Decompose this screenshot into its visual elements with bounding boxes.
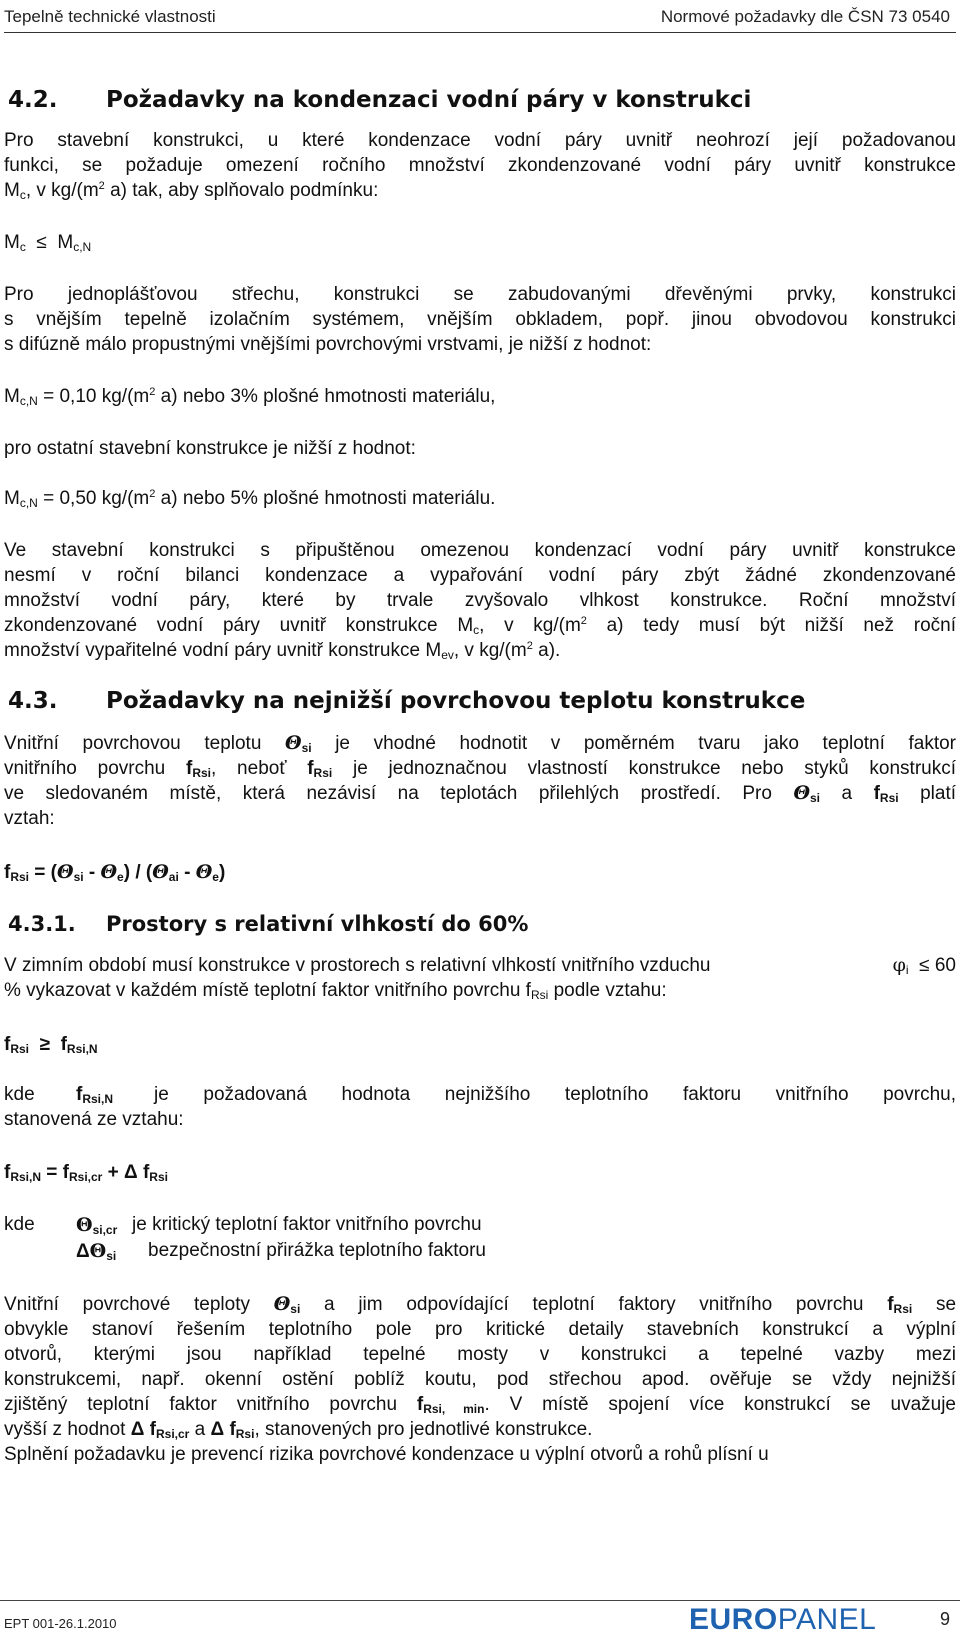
text-span: množství vypařitelné vodní páry uvnitř konstrukce bbox=[4, 640, 421, 661]
theta-sicr-symbol bbox=[76, 1212, 117, 1239]
text-span: kde bbox=[4, 1084, 35, 1105]
text-span: podle vztahu: bbox=[553, 980, 667, 1001]
equation-mcn-other bbox=[4, 486, 956, 511]
superscript: 2 bbox=[98, 180, 105, 192]
text-span: Vnitřní povrchovou teplotu bbox=[4, 733, 262, 754]
page-number: 9 bbox=[939, 1609, 950, 1629]
definitions-list bbox=[4, 1212, 956, 1264]
symbol-M: M bbox=[457, 615, 474, 636]
text-line: Ve stavební konstrukci s připuštěnou omezenou kondenzací vodní páry uvnitř konstrukce bbox=[4, 540, 956, 561]
text-span: , v kg/(m bbox=[25, 180, 99, 201]
leq-symbol: ≤ bbox=[36, 232, 47, 253]
text-line bbox=[4, 1392, 956, 1417]
text-span: platí bbox=[920, 783, 957, 804]
symbol-f: f bbox=[4, 1034, 11, 1055]
text-line: konstrukcemi, např. okenní ostění poblíž koutu, pod střechou apod. ověřuje se vždy nejnižší bbox=[4, 1369, 956, 1390]
delta-symbol: Δ bbox=[130, 1419, 145, 1440]
phi-condition bbox=[893, 953, 956, 978]
subscript: si bbox=[810, 791, 821, 805]
symbol-f: f bbox=[416, 1394, 424, 1415]
text-span: , v kg/(m bbox=[479, 615, 581, 636]
subscript: ev bbox=[441, 648, 454, 662]
symbol-f: f bbox=[873, 783, 880, 804]
definition-row bbox=[4, 1238, 956, 1264]
symbol-M: M bbox=[4, 232, 20, 253]
text-span: a bbox=[194, 1419, 206, 1440]
theta-symbol: Θ bbox=[76, 1214, 93, 1236]
subscript: Rsi bbox=[235, 1427, 255, 1441]
text-span: se bbox=[935, 1294, 957, 1315]
text-span: je jednoznačnou vlastností konstrukce nebo styků konstrukcí bbox=[353, 758, 957, 779]
condition-formula bbox=[4, 230, 956, 255]
symbol-f: f bbox=[149, 1419, 156, 1440]
frsin-symbol bbox=[76, 1082, 113, 1107]
text-span: a jim odpovídající teplotní faktory vnitřního povrchu bbox=[324, 1294, 864, 1315]
phi-symbol: φ bbox=[892, 954, 906, 976]
text-line bbox=[4, 638, 956, 663]
section-4-3-number: 4.3. bbox=[8, 688, 58, 714]
text-line: s difúzně málo propustnými vnějšími povrchovými vrstvami, je nižší z hodnot: bbox=[4, 334, 652, 355]
text-span: ve sledovaném místě, která nezávisí na teplotách přilehlých prostředí. Pro bbox=[4, 783, 772, 804]
header-left-title: Tepelně technické vlastnosti bbox=[4, 7, 216, 26]
subscript: e bbox=[117, 870, 124, 884]
sec42-paragraph-1 bbox=[4, 128, 956, 203]
subscript: Rsi bbox=[879, 791, 899, 805]
text-span: a) nebo 5% plošné hmotnosti materiálu. bbox=[160, 488, 496, 509]
text-span: ) / ( bbox=[123, 862, 153, 883]
subscript: Rsi,cr bbox=[69, 1170, 103, 1184]
leq-symbol: ≤ bbox=[919, 955, 930, 976]
equation-mcn-roof bbox=[4, 384, 956, 409]
text-line: otvorů, kterými jsou například tepelné mosty v konstrukci a tepelné vazby mezi bbox=[4, 1344, 956, 1365]
subscript: Rsi bbox=[530, 988, 549, 1002]
text-line: vztah: bbox=[4, 808, 55, 829]
symbol-f: f bbox=[229, 1419, 236, 1440]
section-4-3-1-number: 4.3.1. bbox=[8, 912, 76, 936]
subscript: Rsi bbox=[10, 1042, 30, 1056]
text-span: , v kg/(m bbox=[453, 640, 527, 661]
symbol-f: f bbox=[4, 862, 11, 883]
sec42-paragraph-2 bbox=[4, 282, 956, 357]
theta-symbol: Θ bbox=[57, 861, 74, 883]
text-span: 60 bbox=[934, 955, 956, 976]
symbol-f: f bbox=[76, 1084, 83, 1105]
text-span: - bbox=[178, 862, 196, 883]
text-span: zkondenzované vodní páry uvnitř konstrukce bbox=[4, 615, 438, 636]
text-span: kde bbox=[4, 1214, 35, 1235]
frsi-condition bbox=[4, 1032, 956, 1057]
subscript: si bbox=[73, 870, 84, 884]
kde-definition bbox=[4, 1082, 956, 1132]
symbol-f: f bbox=[60, 1034, 67, 1055]
section-4-2-title: Požadavky na kondenzaci vodní páry v konstrukci bbox=[106, 87, 752, 113]
text-span: je kritický teplotní faktor vnitřního povrchu bbox=[132, 1214, 482, 1235]
text-span: a) tedy musí být nižší než roční bbox=[606, 615, 956, 636]
text-line: obvykle stanoví řešením teplotního pole pro kritické detaily stavebních konstrukcí a výplní bbox=[4, 1319, 956, 1340]
symbol-f: f bbox=[307, 758, 314, 779]
symbol-M: M bbox=[4, 180, 20, 201]
subscript: c bbox=[19, 240, 26, 254]
subscript: Rsi bbox=[893, 1302, 913, 1316]
definition-row bbox=[4, 1212, 956, 1238]
subscript: Rsi, min bbox=[423, 1402, 485, 1416]
subscript: Rsi,N bbox=[10, 1170, 42, 1184]
symbol-f: f bbox=[186, 758, 193, 779]
text-span: a) tak, aby splňovalo podmínku: bbox=[110, 180, 379, 201]
text-span: a bbox=[841, 783, 853, 804]
subscript: Rsi bbox=[10, 870, 30, 884]
subscript: Rsi bbox=[192, 766, 212, 780]
section-4-3-1-title: Prostory s relativní vlhkostí do 60% bbox=[106, 912, 529, 936]
text-line bbox=[4, 613, 956, 638]
text-line bbox=[4, 178, 956, 203]
text-span: a). bbox=[538, 640, 561, 661]
delta-theta-si-symbol bbox=[76, 1238, 116, 1265]
text-span: vyšší z hodnot bbox=[4, 1419, 126, 1440]
logo-panel-text: PANEL bbox=[777, 1603, 877, 1636]
sec42-paragraph-4 bbox=[4, 538, 956, 663]
text-span: bezpečnostní přirážka teplotního faktoru bbox=[148, 1240, 486, 1261]
sec431-paragraph-1 bbox=[4, 953, 956, 1003]
frsi-formula bbox=[4, 860, 956, 885]
subscript: e bbox=[212, 870, 219, 884]
text-span: = 0,50 kg/(m bbox=[43, 488, 150, 509]
section-4-3-title: Požadavky na nejnižší povrchovou teplotu konstrukce bbox=[106, 688, 806, 714]
theta-symbol: Θ bbox=[195, 861, 213, 883]
text-line: nesmí v roční bilanci kondenzace a vypařování vodní páry zbýt žádné zkondenzované bbox=[4, 565, 956, 586]
symbol-f: f bbox=[62, 1162, 69, 1183]
subscript: ai bbox=[168, 870, 179, 884]
subscript: si bbox=[106, 1249, 117, 1263]
delta-symbol: Δ bbox=[76, 1241, 90, 1262]
superscript: 2 bbox=[526, 640, 533, 652]
subscript: Rsi bbox=[149, 1170, 168, 1184]
europanel-logo bbox=[689, 1603, 876, 1637]
symbol-f: f bbox=[4, 1162, 11, 1183]
text-line: funkci, se požaduje omezení ročního množství zkondenzované vodní páry uvnitř konstrukce bbox=[4, 155, 956, 176]
text-line: Pro stavební konstrukci, u které kondenzace vodní páry uvnitř neohrozí její požadovanou bbox=[4, 130, 956, 151]
text-span: , neboť bbox=[211, 758, 287, 779]
delta-symbol: Δ bbox=[124, 1162, 138, 1183]
subscript: Rsi,cr bbox=[156, 1427, 190, 1441]
text-span: = ( bbox=[29, 862, 57, 883]
subscript: i bbox=[905, 963, 909, 977]
subscript: c,N bbox=[19, 496, 38, 510]
theta-symbol: Θ bbox=[89, 1240, 107, 1262]
text-line: Splnění požadavku je prevencí rizika povrchové kondenzace u výplní otvorů a rohů plísní u bbox=[4, 1444, 769, 1465]
text-line bbox=[4, 731, 956, 756]
text-span: Vnitřní povrchové teploty bbox=[4, 1294, 250, 1315]
text-span: a) nebo 3% plošné hmotnosti materiálu, bbox=[160, 386, 496, 407]
text-line bbox=[4, 756, 956, 781]
delta-symbol: Δ bbox=[210, 1419, 225, 1440]
text-span: je vhodné hodnotit v poměrném tvaru jako teplotní faktor bbox=[335, 733, 957, 754]
subscript: c bbox=[19, 188, 26, 202]
text-line bbox=[4, 1292, 956, 1317]
geq-symbol: ≥ bbox=[39, 1034, 51, 1055]
header-right-title: Normové požadavky dle ČSN 73 0540 bbox=[660, 7, 950, 26]
sec43-paragraph-1 bbox=[4, 731, 956, 831]
theta-symbol: Θ bbox=[285, 732, 302, 754]
section-4-2-number: 4.2. bbox=[8, 87, 58, 113]
subscript: si,cr bbox=[92, 1223, 118, 1237]
text-span: = bbox=[41, 1162, 63, 1183]
text-line: množství vodní páry, které by trvale zvyšovalo vlhkost konstrukce. Roční množství bbox=[4, 590, 956, 611]
subscript: c bbox=[473, 623, 480, 637]
subscript: Rsi,N bbox=[66, 1042, 98, 1056]
text-span: % vykazovat v každém místě teplotní faktor vnitřního povrchu f bbox=[4, 980, 531, 1001]
subscript: c,N bbox=[19, 394, 38, 408]
symbol-M: M bbox=[57, 232, 74, 253]
page-header bbox=[4, 4, 956, 33]
text-line: stanovená ze vztahu: bbox=[4, 1109, 184, 1130]
text-span: - bbox=[83, 862, 101, 883]
page-footer bbox=[0, 1600, 960, 1641]
text-span: je požadovaná hodnota nejnižšího teplotního faktoru vnitřního povrchu, bbox=[154, 1084, 956, 1105]
text-span: . V místě spojení více konstrukcí se uvažuje bbox=[484, 1394, 956, 1415]
symbol-M: M bbox=[425, 640, 442, 661]
text-line: Pro jednoplášťovou střechu, konstrukci se zabudovanými dřevěnými prvky, konstrukci bbox=[4, 284, 956, 305]
subscript: Rsi,N bbox=[82, 1092, 114, 1106]
symbol-f: f bbox=[142, 1162, 150, 1183]
logo-euro-text: EURO bbox=[689, 1603, 778, 1636]
theta-symbol: Θ bbox=[793, 782, 810, 804]
symbol-f: f bbox=[887, 1294, 894, 1315]
theta-symbol: Θ bbox=[152, 861, 169, 883]
text-line bbox=[4, 1417, 956, 1442]
superscript: 2 bbox=[149, 386, 156, 398]
subscript: si bbox=[290, 1302, 301, 1316]
text-line bbox=[4, 781, 956, 806]
symbol-M: M bbox=[4, 386, 20, 407]
text-line bbox=[4, 1082, 956, 1107]
sec431-paragraph-last bbox=[4, 1292, 956, 1467]
text-span: zjištěný teplotní faktor vnitřního povrchu bbox=[4, 1394, 398, 1415]
document-code: EPT 001-26.1.2010 bbox=[4, 1616, 117, 1631]
text-span: ) bbox=[218, 862, 226, 883]
subscript: Rsi bbox=[313, 766, 333, 780]
text-line: s vnějším tepelně izolačním systémem, vnějším obkladem, popř. jinou obvodovou konstrukci bbox=[4, 309, 956, 330]
text-line bbox=[4, 978, 956, 1003]
theta-symbol: Θ bbox=[100, 861, 118, 883]
text-span: V zimním období musí konstrukce v prostorech s relativní vlhkostí vnitřního vzduchu bbox=[4, 955, 711, 976]
symbol-M: M bbox=[4, 488, 20, 509]
text-span: vnitřního povrchu bbox=[4, 758, 166, 779]
subscript: c,N bbox=[73, 240, 92, 254]
theta-symbol: Θ bbox=[273, 1293, 291, 1315]
superscript: 2 bbox=[149, 488, 156, 500]
text-span: , stanovených pro jednotlivé konstrukce. bbox=[254, 1419, 593, 1440]
frsin-formula bbox=[4, 1160, 956, 1185]
sec42-paragraph-3: pro ostatní stavební konstrukce je nižší z hodnot: bbox=[4, 438, 416, 459]
text-line bbox=[4, 953, 956, 978]
text-span: + bbox=[102, 1162, 125, 1183]
text-span: = 0,10 kg/(m bbox=[43, 386, 150, 407]
superscript: 2 bbox=[580, 615, 587, 627]
subscript: si bbox=[301, 741, 312, 755]
